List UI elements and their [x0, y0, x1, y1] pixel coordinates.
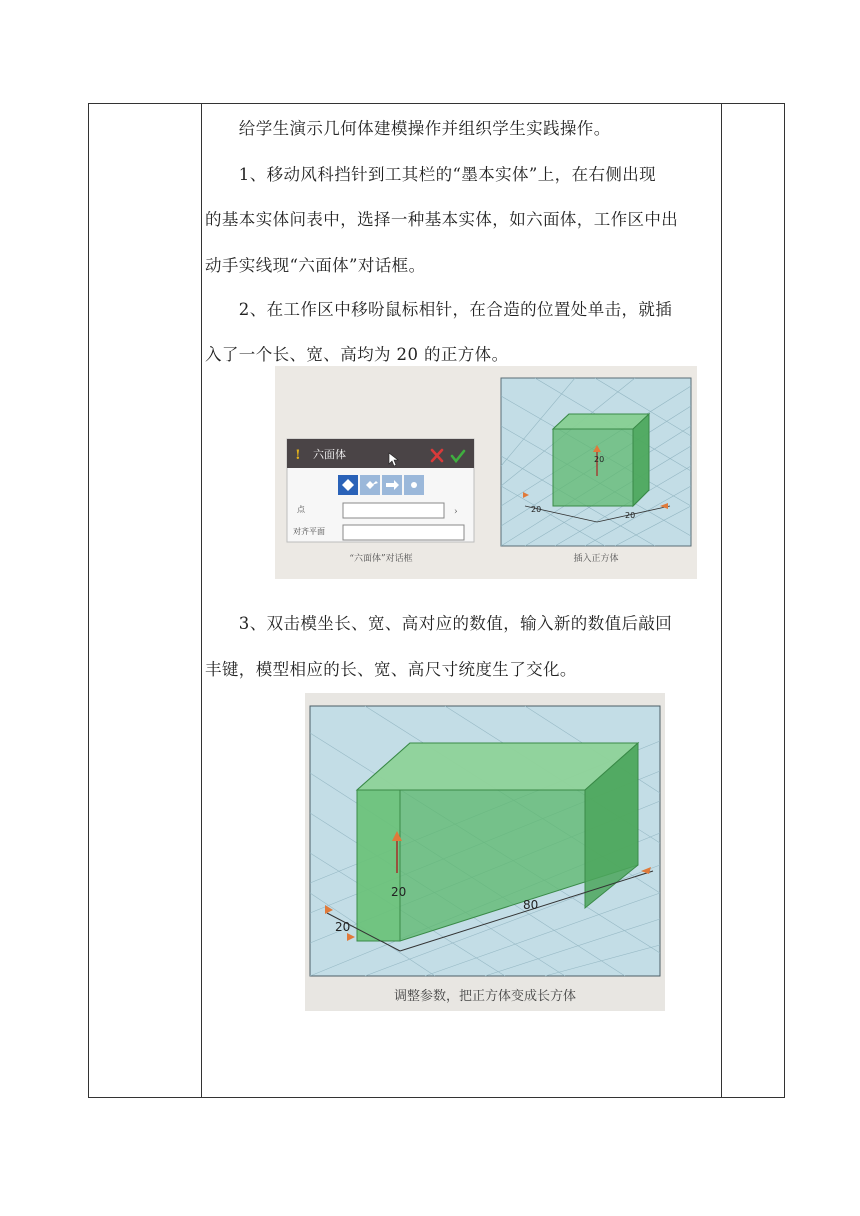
step2-line1: 2、在工作区中移吩鼠标相针，在合造的位置处单击，就插 [205, 300, 673, 319]
cuboid-viewport [310, 706, 660, 976]
figure-dialog-and-cube [275, 366, 697, 579]
step1-line2: 的基本实体问表中，选择一种基本实体，如六面体，工作区中出 [205, 210, 679, 229]
figure-cuboid [305, 693, 665, 1011]
cube-viewport [501, 378, 691, 546]
cube-depth-label: 20 [531, 505, 542, 514]
warning-icon: ! [295, 448, 301, 463]
cuboid-height-label: 20 [391, 885, 407, 899]
dialog-title: 六面体 [313, 448, 346, 461]
step2-line2: 入了一个长、宽、高均为 20 的正方体。 [205, 345, 509, 364]
cube-width-label: 20 [625, 511, 636, 520]
cube-height-label: 20 [594, 455, 605, 464]
chevron-right-icon[interactable]: › [454, 507, 458, 517]
step3-line2: 丰键，模型相应的长、宽、高尺寸统度生了交化。 [205, 660, 577, 679]
cuboid-caption: 调整参数，把正方体变成长方体 [393, 989, 577, 1004]
intro-paragraph: 给学生演示几何体建模操作并组织学生实践操作。 [205, 119, 611, 138]
step3-line1: 3、双击模坐长、宽、高对应的数值，输入新的数值后敲回 [205, 614, 673, 633]
table-column-divider-left [201, 104, 202, 1097]
cube-caption: 插入正方体 [573, 554, 619, 564]
cuboid-length-label: 80 [523, 898, 539, 912]
hexahedron-dialog [287, 439, 474, 542]
step1-line3: 动手实线现“六面体”对话框。 [205, 256, 426, 275]
mode-button-3[interactable] [382, 475, 402, 495]
point-field-label: 点 [297, 505, 305, 514]
mode-button-4[interactable] [404, 475, 424, 495]
table-column-divider-right [721, 104, 722, 1097]
mode-button-1[interactable] [338, 475, 358, 495]
align-plane-input[interactable] [343, 525, 464, 540]
mode-button-2[interactable] [360, 475, 380, 495]
point-input[interactable] [343, 503, 444, 518]
dialog-caption: “六面体”对话框 [349, 554, 413, 564]
step1-line1: 1、移动风科挡针到工其栏的“墨本实体”上，在右侧出现 [205, 165, 657, 184]
cuboid-depth-label: 20 [335, 920, 351, 934]
align-plane-field-label: 对齐平面 [293, 527, 325, 536]
